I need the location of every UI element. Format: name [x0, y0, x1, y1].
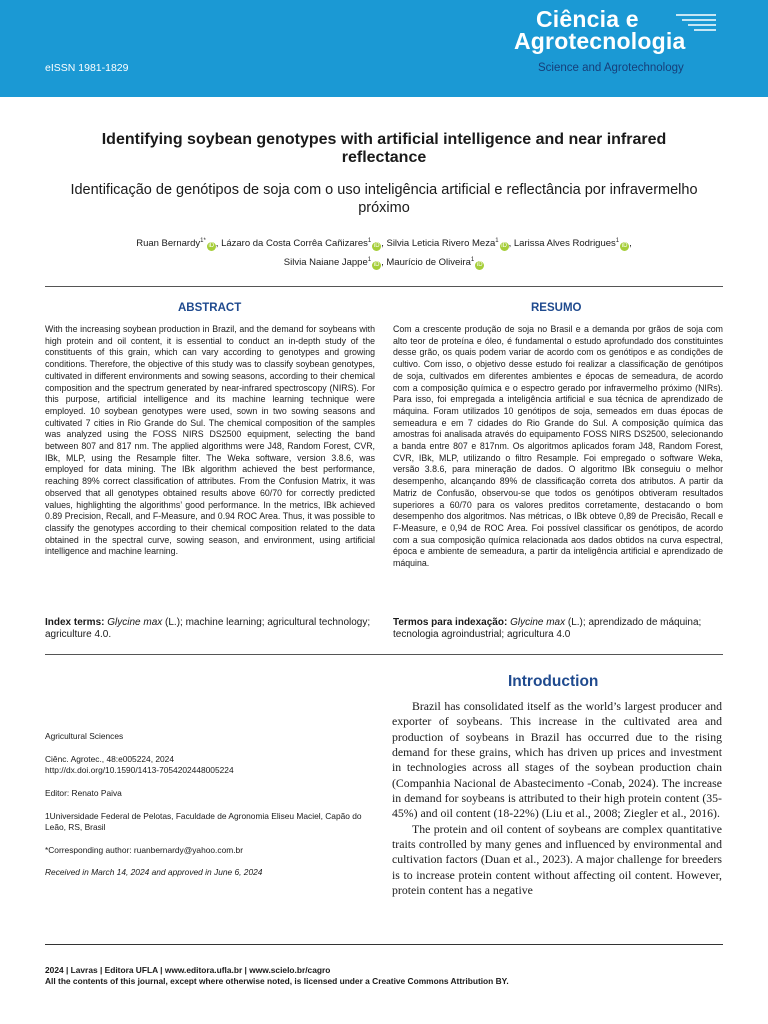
author-name[interactable]: Silvia Naiane Jappe [283, 257, 368, 269]
author-affiliation-mark: 1 [615, 238, 620, 244]
index-terms-label: Index terms: [45, 617, 105, 628]
introduction-paragraph: The protein and oil content of soybeans are complex quantitative traits controlled by many genes and influenced by environmental and cultivation factors (Duan et al., 2023). A major challenge for breeders is to increase protein content without affecting oil content. However, protein content has a negative [392, 821, 722, 898]
received-line: Received in March 14, 2024 and approved in June 6, 2024 [45, 867, 263, 877]
resumo-heading: RESUMO [531, 302, 582, 314]
article-title-portuguese: Identificação de genótipos de soja com o uso inteligência artificial e reflectância por infravermelho próximo [70, 182, 698, 216]
index-terms-species: Glycine max [107, 617, 163, 628]
doi-link[interactable]: http://dx.doi.org/10.1590/1413-7054202448005224 [45, 765, 234, 775]
article-section-label: Agricultural Sciences [45, 731, 124, 741]
orcid-icon[interactable]: iD [208, 243, 215, 250]
orcid-icon[interactable]: iD [501, 243, 507, 250]
article-title-english: Identifying soybean genotypes with artificial intelligence and near infrared reflectance [101, 131, 667, 166]
orcid-icon[interactable]: iD [373, 243, 380, 250]
journal-header-banner [0, 0, 768, 97]
index-terms [45, 617, 375, 641]
journal-subtitle: Science and Agrotechnology [538, 62, 684, 74]
author-affiliation-mark: 1 [470, 257, 475, 264]
author-name[interactable]: Ruan Bernardy [136, 238, 201, 250]
author-affiliation-mark: 1 [367, 257, 372, 264]
journal-title-line1: Ciência e [536, 6, 639, 32]
introduction-paragraph: Brazil has consolidated itself as the world’s largest producer and exporter of soybeans. This increase in the cultivated area and production of soybeans in Brazil has occurred due to the rising demand for these grains, which has driven up prices and investment in technologies across all stages of the soybean production chain (Companhia Nacional de Abastecimento -Conab, 2024). The increase in demand for soybeans is attributed to their high protein content (35-45%) and oil content (18-22%) (Liu et al., 2008; Ziegler et al., 2016). [392, 699, 722, 821]
corresponding-author[interactable]: *Corresponding author: ruanbernardy@yahoo.com.br [45, 845, 243, 855]
resumo-text: Com a crescente produção de soja no Brasil e a demanda por grãos de soja com alto teor de proteína e óleo, é fundamental o estudo aprofundado dos constituintes desse grão, os quais podem variar de acordo com os genótipos e as condições de cultivo. Com isso, o objetivo desse estudo foi realizar a classificação de genótipos de soja, cultivados em diferentes ambientes e épocas de semeadura, de acordo com a composição química e o espectro gerado por infravermelho próximo (NIRs). Para isso, foi empregada a inteligência artificial e sua técnica de aprendizado de máquina. Foram utilizados 10 genótipos de soja, semeados em duas épocas de semeadura e em 7 cidades do Rio Grande do Sul. A composição química das amostras foi analisada através do equipamento FOSS NIRS DS2500, selecionando a banda entre 807 e 817nm. Os algoritmos aplicados foram J48, Random Forest, CVR, IBk, MLP, utilizando o filtro Resample. Foi empregado o software Weka, versão 3.8.6, para mineração de dados. O algoritmo IBk conseguiu o melhor desempenho, alcançando 89% de classificação correta dos atributos. A partir da Matriz de Confusão, observou-se que todos os genótipos obtiveram resultados superiores a 60/70 para os valores preditos corretamente, destacando o bom desempenho dos algoritmos. Nas métricas, o IBk obteve 0,89 de Precisão, Recall e F-Measure, e 0,94 de ROC Area. Foi possível classificar os genótipos, de acordo com a sua composição química relacionada aos dados obtidos na curva espectral, época e ambiente de semeadura, a partir da inteligência artificial e aprendizado de máquina. [393, 324, 723, 569]
author-name[interactable]: Larissa Alves Rodrigues [513, 238, 616, 250]
introduction-heading: Introduction [508, 673, 599, 690]
eissn-label: eISSN 1981-1829 [45, 62, 129, 74]
termos-list: (L.); aprendizado de máquina; tecnologia agroindustrial; agricultura 4.0 [393, 617, 702, 640]
journal-title-line2: Agrotecnologia [514, 28, 686, 54]
author-affiliation-mark: 1 [367, 238, 372, 244]
introduction-body [392, 699, 722, 898]
footer-divider [45, 944, 723, 945]
termos-species: Glycine max [510, 617, 566, 628]
index-terms-list: (L.); machine learning; agricultural technology; agriculture 4.0. [45, 617, 371, 640]
author-list: Ruan Bernardy$^{1*}$iD , Lázaro da Costa Corrêa Cañizares$^1$iD , Silvia Leticia Rivero Meza$^1$iD , Larissa Alves Rodrigues$^1$iD , Silvia Naiane Jappe$^1$iD , Maurício de Oliveira$^1$iD [136, 238, 632, 269]
orcid-icon[interactable]: iD [621, 243, 628, 250]
author-affiliation-mark: 1* [200, 238, 206, 244]
orcid-icon[interactable]: iD [476, 262, 483, 269]
middle-divider [45, 654, 723, 655]
editor-line: Editor: Renato Paiva [45, 788, 122, 798]
affiliation-line: 1Universidade Federal de Pelotas, Faculdade de Agronomia Eliseu Maciel, Capão do Leão, RS, Brasil [45, 811, 362, 832]
orcid-icon[interactable]: iD [373, 262, 380, 269]
author-name[interactable]: Maurício de Oliveira [386, 257, 471, 269]
author-affiliation-mark: 1 [495, 238, 499, 244]
author-name[interactable]: Silvia Leticia Rivero Meza [386, 238, 496, 250]
citation-line: Ciênc. Agrotec., 48:e005224, 2024 [45, 754, 174, 764]
footer-license-line: All the contents of this journal, except where otherwise noted, is licensed under a Creative Commons Attribution BY. [45, 976, 509, 986]
abstract-text: With the increasing soybean production in Brazil, and the demand for soybeans with high protein and oil content, it is essential to conduct an in-depth study of the constituents of this grain, which can vary according to genotypes and growing conditions. Therefore, the objective of this study was to classify soybean genotypes, cultivated in different environments and sowing seasons, according to their chemical composition and the spectrum generated by near-infrared spectroscopy (NIRS). For this purpose, artificial intelligence and its machine learning technique were employed. 10 soybean genotypes were used, sown in two sowing seasons and cultivated 7 cities in Rio Grande do Sul. The chemical composition of the samples was analyzed using the FOSS NIRS DS2500 equipment, selecting the band between 807 and 817 nm. The applied algorithms were J48, Random Forest, CVR, IBk, MLP, using the Resample filter. The Weka software, version 3.8.6, was employed for data mining. The IBk algorithm achieved the best performance, reaching 89% correct classification of attributes. From the Confusion Matrix, it was observed that all genotypes obtained results above 60/70 for correctly predicted values, highlighting the algorithms’ good performance. In the metrics, IBk achieved 0.89 Precision, Recall, and F-Measure, and 0.94 ROC Area. Thus, it was possible to classify the genotypes according to their chemical composition related to the data obtained in the spectral curve, sowing season, and environment, using artificial intelligence and machine learning. [45, 324, 375, 557]
termos-label: Termos para indexação: [393, 617, 508, 628]
termos-indexacao [393, 617, 723, 641]
footer-publisher-line[interactable]: 2024 | Lavras | Editora UFLA | www.editora.ufla.br | www.scielo.br/cagro [45, 965, 331, 975]
abstract-heading: ABSTRACT [178, 302, 242, 314]
author-name[interactable]: Lázaro da Costa Corrêa Cañizares [221, 238, 368, 250]
top-divider [45, 286, 723, 287]
